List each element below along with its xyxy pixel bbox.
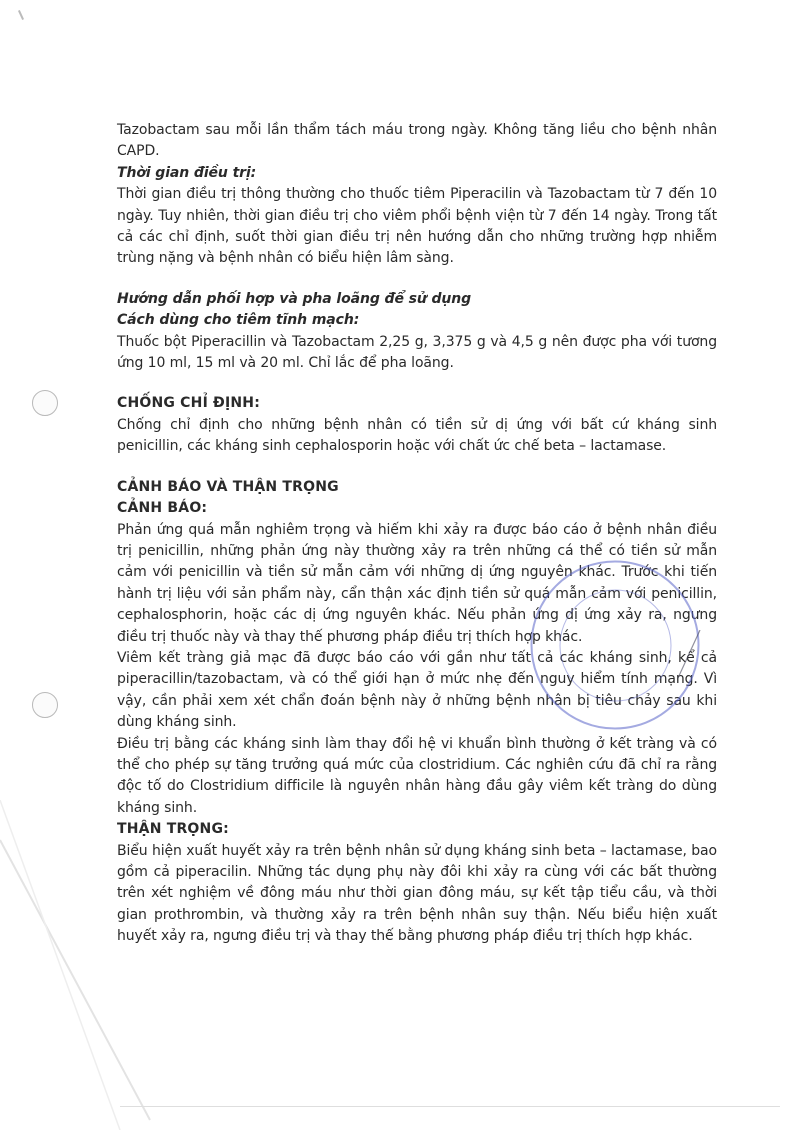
punch-hole-bottom <box>32 692 58 718</box>
section-heading-italic: Hướng dẫn phối hợp và pha loãng để sử dụng <box>117 290 472 307</box>
section-heading: CẢNH BÁO VÀ THẬN TRỌNG <box>117 478 339 495</box>
paragraph: Tazobactam sau mỗi lần thẩm tách máu trong ngày. Không tăng liều cho bệnh nhân CAPD. <box>117 122 717 160</box>
paragraph: Điều trị bằng các kháng sinh làm thay đổi hệ vi khuẩn bình thường ở kết tràng và có thể cho phép sự tăng trưởng quá mức của clostridium. Các nghiên cứu đã chỉ ra rằng độc tố do Clostridium difficile là nguyên nhân hàng đầu gây viêm kết tràng do dùng kháng sinh. <box>117 735 717 816</box>
section-heading-italic: Cách dùng cho tiêm tĩnh mạch: <box>117 312 360 329</box>
section-spacer <box>117 374 717 393</box>
paragraph: Biểu hiện xuất huyết xảy ra trên bệnh nhân sử dụng kháng sinh beta – lactamase, bao gồm cả piperacilin. Những tác dụng phụ này đôi khi xảy ra cùng với các bất thường trên xét nghiệm về đông máu như thời gian đông máu, sự kết tập tiểu cầu, và thời gian prothrombin, và thường xảy ra trên bệnh nhân suy thận. Nếu biểu hiện xuất huyết xảy ra, ngưng điều trị và thay thế bằng phương pháp điều trị thích hợp khác. <box>117 842 717 945</box>
section-spacer <box>117 458 717 477</box>
signature-mark <box>660 630 720 690</box>
paragraph: Viêm kết tràng giả mạc đã được báo cáo với gần như tất cả các kháng sinh, kể cả piperacillin/tazobactam, và có thể giới hạn ở mức nhẹ đến nguy hiểm tính mạng. Vì vậy, cần phải xem xét chẩn đoán bệnh này ở những bệnh nhân bị tiêu chảy sau khi dùng kháng sinh. <box>117 649 717 731</box>
paragraph: Chống chỉ định cho những bệnh nhân có tiền sử dị ứng với bất cứ kháng sinh penicillin, các kháng sinh cephalosporin hoặc với chất ức chế beta – lactamase. <box>117 416 717 455</box>
punch-hole-top <box>32 390 58 416</box>
company-stamp-inner-ring <box>559 589 671 701</box>
paragraph: Phản ứng quá mẫn nghiêm trọng và hiếm khi xảy ra được báo cáo ở bệnh nhân điều trị penicillin, những phản ứng này thường xảy ra trên những cá thể có tiền sử mẫn cảm với penicillin và tiền sử mẫn cảm với những dị ứng nguyên khác. Trước khi tiến hành trị liệu với sản phẩm này, cẩn thận xác định tiền sử quá mẫn cảm với penicillin, cephalosphorin, hoặc các dị ứng nguyên khác. Nếu phản ứng dị ứng xảy ra, ngưng điều trị thuốc này và thay thế phương pháp điều trị thích hợp khác. <box>117 521 717 645</box>
section-heading-italic: Thời gian điều trị: <box>117 164 257 181</box>
document-body <box>117 120 717 948</box>
paragraph: Thuốc bột Piperacillin và Tazobactam 2,25 g, 3,375 g và 4,5 g nên được pha với tương ứng 10 ml, 15 ml và 20 ml. Chỉ lắc để pha loãng. <box>117 333 717 372</box>
page-bottom-line <box>120 1106 780 1107</box>
section-heading: THẬN TRỌNG: <box>117 821 229 838</box>
corner-mark <box>18 10 24 20</box>
paragraph: Thời gian điều trị thông thường cho thuốc tiêm Piperacilin và Tazobactam từ 7 đến 10 ngày. Tuy nhiên, thời gian điều trị cho viêm phổi bệnh viện từ 7 đến 14 ngày. Trong tất cả các chỉ định, suốt thời gian điều trị nên hướng dẫn cho những trường hợp nhiễm trùng nặng và bệnh nhân có biểu hiện lâm sàng. <box>117 186 717 267</box>
section-heading: CẢNH BÁO: <box>117 500 208 517</box>
section-heading: CHỐNG CHỈ ĐỊNH: <box>117 395 261 412</box>
section-spacer <box>117 270 717 289</box>
